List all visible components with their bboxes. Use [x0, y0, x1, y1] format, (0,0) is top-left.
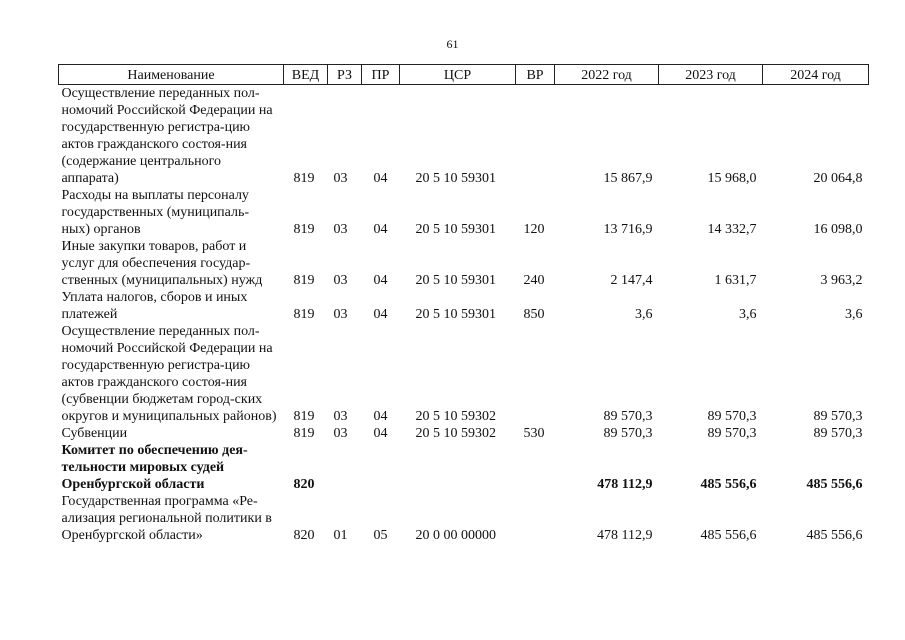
- row-2022: 15 867,9: [603, 171, 653, 186]
- row-rz: [328, 442, 362, 493]
- row-ved: 819: [293, 171, 315, 186]
- row-2023: 89 570,3: [707, 409, 757, 424]
- header-csr: ЦСР: [400, 65, 516, 85]
- row-name: Осуществление переданных пол-номочий Российской Федерации на государственную регистра-цию актов гражданского состоя-ния (субвенции бюджетам город-ских округов и муниципальных районов): [61, 324, 277, 424]
- row-name: Расходы на выплаты персоналу государственных (муниципаль-ных) органов: [61, 188, 250, 237]
- row-csr: 20 0 00 00000: [415, 528, 496, 543]
- row-2023: 1 631,7: [714, 273, 757, 288]
- row-ved: 819: [293, 222, 315, 237]
- row-rz: 03: [333, 426, 348, 441]
- table-row: [59, 323, 869, 425]
- row-csr: 20 5 10 59302: [415, 426, 496, 441]
- row-pr: [362, 442, 400, 493]
- row-vr: 120: [523, 222, 545, 237]
- row-pr: 04: [373, 273, 388, 288]
- table-row: [59, 442, 869, 493]
- row-2022: 2 147,4: [610, 273, 653, 288]
- row-csr: 20 5 10 59302: [415, 409, 496, 424]
- row-2024: 89 570,3: [813, 426, 863, 441]
- row-2023: 3,6: [739, 307, 757, 322]
- table-row: [59, 238, 869, 289]
- row-name: Государственная программа «Ре-ализация региональной политики в Оренбургской области»: [61, 494, 272, 543]
- row-pr: 04: [373, 171, 388, 186]
- row-csr: [400, 442, 516, 493]
- row-2022: 89 570,3: [603, 409, 653, 424]
- row-2023: 15 968,0: [707, 171, 757, 186]
- row-vr: [516, 85, 555, 188]
- row-name: Уплата налогов, сборов и иных платежей: [61, 290, 248, 322]
- row-name: Комитет по обеспечению дея-тельности мировых судей Оренбургской области: [61, 443, 248, 492]
- row-vr: 530: [523, 426, 545, 441]
- header-rz: РЗ: [328, 65, 362, 85]
- row-csr: 20 5 10 59301: [415, 307, 496, 322]
- row-vr: [516, 493, 555, 544]
- table-header-row: [59, 65, 869, 85]
- page-number: 61: [446, 37, 459, 51]
- row-ved: 819: [293, 426, 315, 441]
- row-name: Иные закупки товаров, работ и услуг для обеспечения государ-ственных (муниципальных) нужд: [61, 239, 263, 288]
- row-vr: [516, 442, 555, 493]
- header-2023: 2023 год: [659, 65, 763, 85]
- row-ved: 820: [293, 528, 315, 543]
- budget-table: [58, 64, 869, 544]
- table-row: [59, 187, 869, 238]
- row-2022: 13 716,9: [603, 222, 653, 237]
- row-2024: 3,6: [845, 307, 863, 322]
- row-2022: 3,6: [635, 307, 653, 322]
- header-2022: 2022 год: [555, 65, 659, 85]
- header-ved: ВЕД: [284, 65, 328, 85]
- table-row: [59, 289, 869, 323]
- row-csr: 20 5 10 59301: [415, 222, 496, 237]
- row-2024: 89 570,3: [813, 409, 863, 424]
- row-rz: 03: [333, 222, 348, 237]
- row-vr: [516, 323, 555, 425]
- row-2024: 3 963,2: [820, 273, 863, 288]
- table-row: [59, 85, 869, 188]
- row-ved: 820: [293, 477, 315, 492]
- table-row: [59, 493, 869, 544]
- row-ved: 819: [293, 307, 315, 322]
- row-pr: 04: [373, 426, 388, 441]
- row-2022: 89 570,3: [603, 426, 653, 441]
- row-ved: 819: [293, 273, 315, 288]
- row-pr: 04: [373, 409, 388, 424]
- row-2023: 485 556,6: [700, 477, 757, 492]
- row-2024: 485 556,6: [806, 477, 863, 492]
- row-vr: 850: [523, 307, 545, 322]
- header-2024: 2024 год: [763, 65, 869, 85]
- row-2024: 16 098,0: [813, 222, 863, 237]
- row-2022: 478 112,9: [597, 477, 653, 492]
- row-2022: 478 112,9: [597, 528, 653, 543]
- row-2024: 20 064,8: [813, 171, 863, 186]
- header-vr: ВР: [516, 65, 555, 85]
- row-name: Субвенции: [61, 426, 128, 441]
- row-vr: 240: [523, 273, 545, 288]
- row-rz: 03: [333, 171, 348, 186]
- header-pr: ПР: [362, 65, 400, 85]
- row-rz: 03: [333, 307, 348, 322]
- row-pr: 04: [373, 222, 388, 237]
- table-row: [59, 425, 869, 442]
- row-rz: 03: [333, 273, 348, 288]
- row-csr: 20 5 10 59301: [415, 171, 496, 186]
- row-2023: 89 570,3: [707, 426, 757, 441]
- row-2024: 485 556,6: [806, 528, 863, 543]
- row-pr: 05: [373, 528, 388, 543]
- row-rz: 01: [333, 528, 348, 543]
- header-name: Наименование: [59, 65, 284, 85]
- row-name: Осуществление переданных пол-номочий Российской Федерации на государственную регистра-цию актов гражданского состоя-ния (содержание центрального аппарата): [61, 86, 273, 186]
- row-2023: 14 332,7: [707, 222, 757, 237]
- row-ved: 819: [293, 409, 315, 424]
- row-pr: 04: [373, 307, 388, 322]
- row-rz: 03: [333, 409, 348, 424]
- row-csr: 20 5 10 59301: [415, 273, 496, 288]
- row-2023: 485 556,6: [700, 528, 757, 543]
